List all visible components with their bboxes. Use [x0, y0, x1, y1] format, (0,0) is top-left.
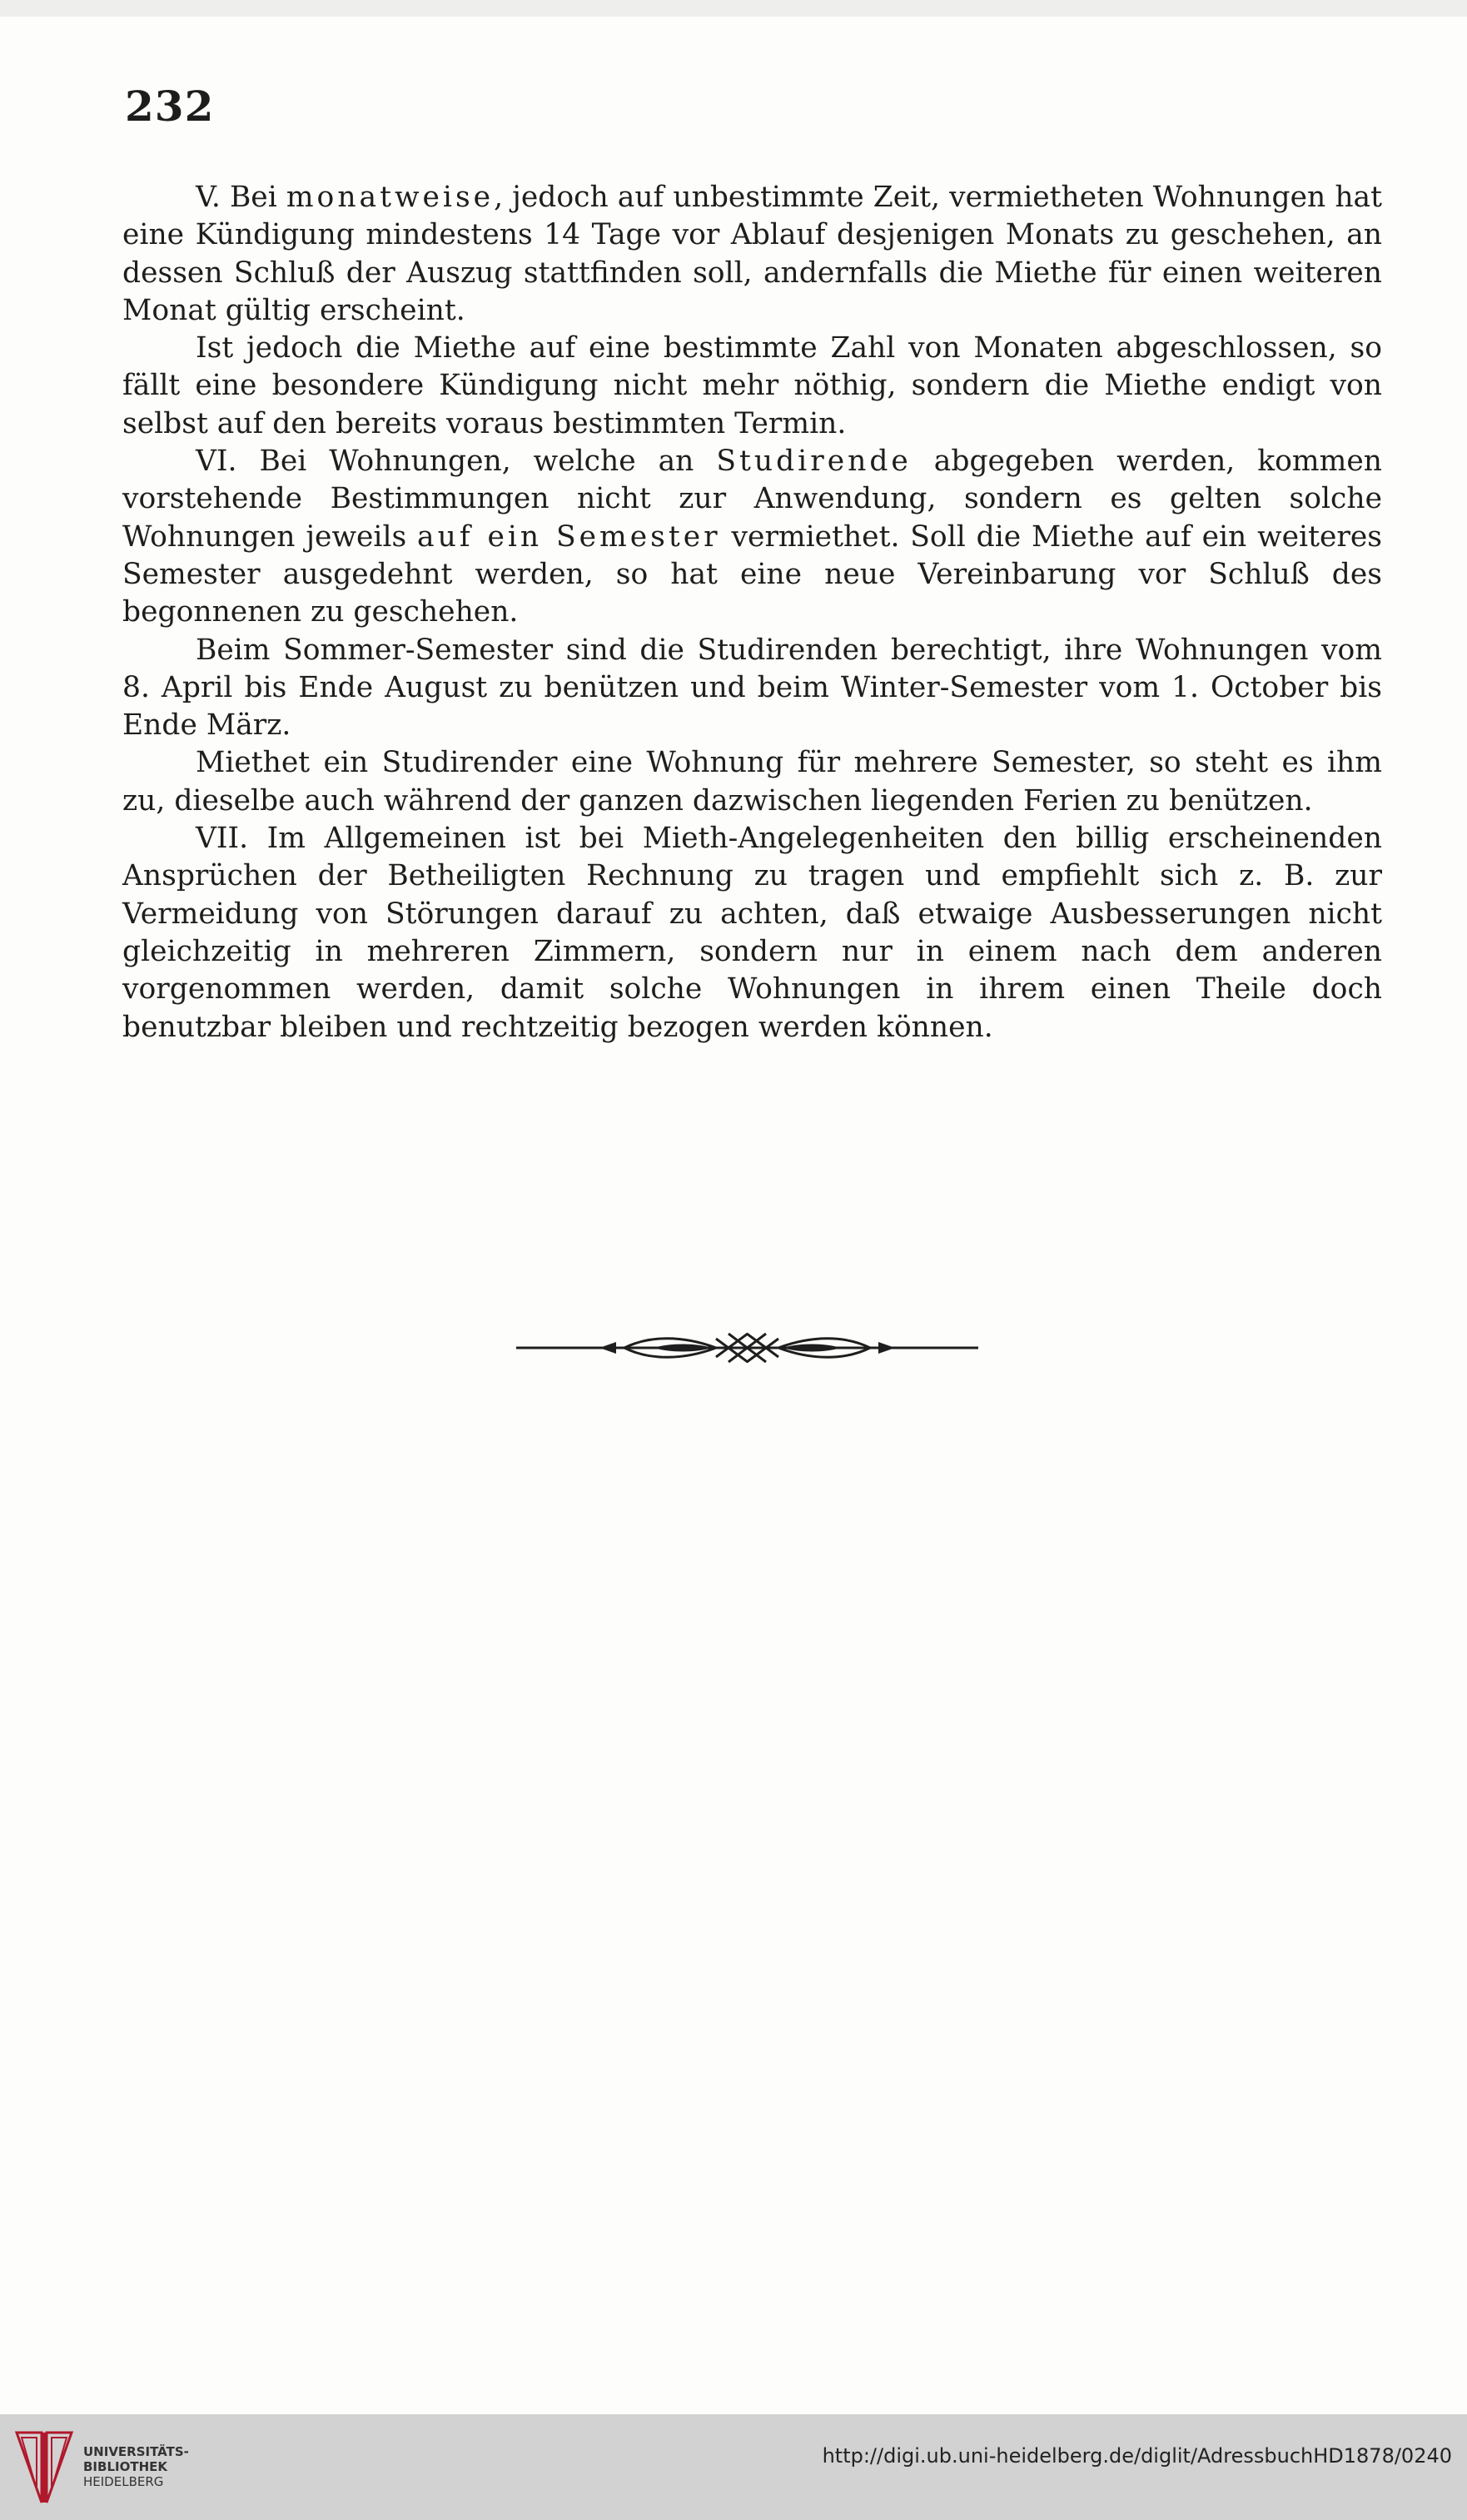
library-name-line: BIBLIOTHEK: [83, 2459, 167, 2474]
document-body: [122, 179, 1382, 1046]
paragraph-text: abgegeben werden, kommen vorstehende Bestimmungen nicht zur Anwendung, sondern es gelten solche Wohnungen jeweils: [122, 445, 1382, 554]
library-name: [83, 2444, 189, 2489]
footer-bar: [0, 2414, 1467, 2520]
decorative-divider-icon: [516, 1327, 978, 1369]
source-url-link[interactable]: http://digi.ub.uni-heidelberg.de/diglit/AdressbuchHD1878/0240: [822, 2444, 1452, 2468]
paragraph-section-vi: [122, 443, 1382, 631]
paragraph-section-v: [122, 179, 1382, 330]
paragraph-section-vii: VII. Im Allgemeinen ist bei Mieth-Angelegenheiten den billig erscheinenden Ansprüchen der Betheiligten Rechnung zu tragen und empfiehlt sich z. B. zur Vermeidung von Störungen darauf zu achten, daß etwaige Ausbesserungen nicht gleichzeitig in mehreren Zimmern, sondern nur in einem nach dem anderen vorgenommen werden, damit solche Wohnungen in ihrem einen Theile doch benutzbar bleiben und rechtzeitig bezogen werden können.: [122, 822, 1382, 1044]
paragraph-lead: V. Bei: [196, 181, 286, 214]
library-name-line: HEIDELBERG: [83, 2474, 164, 2489]
paragraph-text: , jedoch auf unbestimmte Zeit, vermietheten Wohnungen hat eine Kündigung mindestens 14 Tage vor Ablauf desjenigen Monats zu geschehen, an dessen Schluß der Auszug stattfinden soll, andernfalls die Miethe für einen weiteren Monat gültig erscheint.: [122, 181, 1382, 327]
emphasis-spaced-text: monatweise: [286, 181, 495, 214]
emphasis-spaced-text: Studirende: [716, 445, 912, 479]
page-number: 232: [125, 82, 215, 131]
paragraph-lead: VI. Bei Wohnungen, welche an: [196, 445, 717, 479]
scan-edge: [0, 0, 1467, 17]
paragraph-fixed-term-rent: Ist jedoch die Miethe auf eine bestimmte Zahl von Monaten abgeschlossen, so fällt eine besondere Kündigung nicht mehr nöthig, sondern die Miethe endigt von selbst auf den bereits voraus bestimmten Termin.: [122, 331, 1382, 440]
paragraph-multi-semester: Miethet ein Studirender eine Wohnung für mehrere Semester, so steht es ihm zu, dieselbe auch während der ganzen dazwischen liegenden Ferien zu benützen.: [122, 746, 1382, 818]
emphasis-spaced-text: auf ein Semester: [417, 519, 721, 554]
paragraph-text: vermiethet. Soll die Miethe auf ein weiteres Semester ausgedehnt werden, so hat eine neue Vereinbarung vor Schluß des begonnenen zu geschehen.: [122, 519, 1382, 629]
library-name-line: UNIVERSITÄTS-: [83, 2444, 189, 2459]
university-library-logo-icon: [12, 2429, 77, 2506]
paragraph-semester-dates: Beim Sommer-Semester sind die Studirenden berechtigt, ihre Wohnungen vom 8. April bis Ende August zu benützen und beim Winter-Semester vom 1. October bis Ende März.: [122, 633, 1382, 743]
